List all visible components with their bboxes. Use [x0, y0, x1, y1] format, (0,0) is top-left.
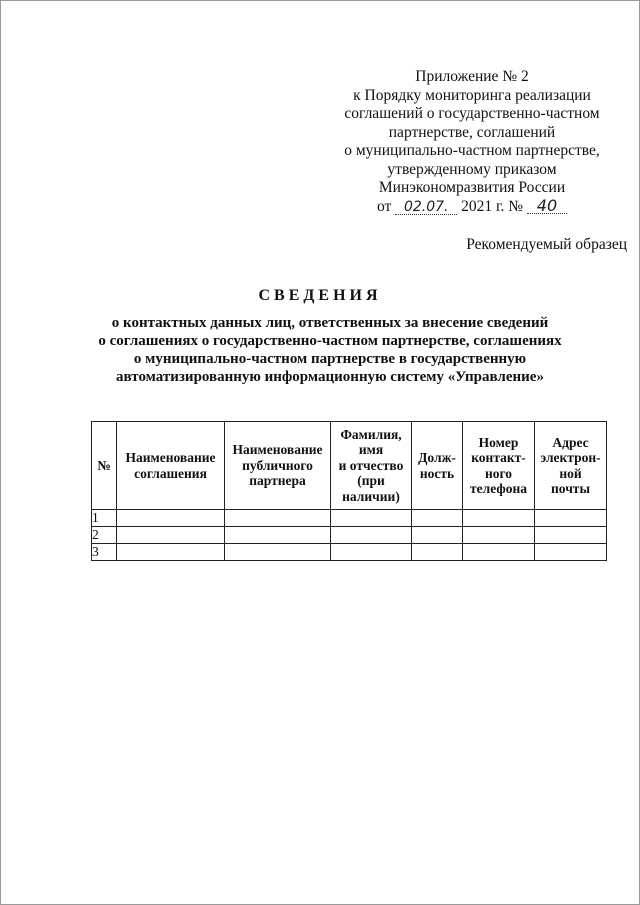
header-text: Наименование: [232, 442, 323, 458]
header-text: электрон-: [540, 450, 601, 465]
document-subtitle: [0, 314, 640, 386]
header-text: (при: [357, 473, 385, 489]
subtitle-line: о контактных данных лиц, ответственных за внесение сведений: [111, 315, 549, 331]
table-cell: [463, 510, 535, 527]
header-text: Долж-: [418, 450, 456, 465]
table-cell: [463, 544, 535, 561]
table-cell: [331, 510, 412, 527]
document-title: СВЕДЕНИЯ: [258, 287, 382, 304]
table-cell: [535, 544, 607, 561]
table-cell: [535, 510, 607, 527]
header-text: почты: [551, 481, 590, 496]
subtitle-line: автоматизированную информационную систему «Управление»: [116, 369, 544, 385]
recommended-sample-label: Рекомендуемый образец: [466, 236, 627, 253]
appendix-line: о муниципально-частном партнерстве,: [344, 142, 600, 159]
header-phone: [463, 422, 535, 510]
appendix-line: Минэкономразвития России: [378, 179, 566, 196]
table-cell: [412, 527, 463, 544]
table-cell: [225, 510, 331, 527]
header-text: Адрес: [552, 434, 589, 450]
contacts-table: [91, 421, 607, 561]
header-text: наличии): [342, 488, 400, 504]
header-text: ной: [559, 465, 582, 481]
order-date-line: [322, 195, 622, 217]
header-text: имя: [358, 442, 384, 458]
header-full-name: [331, 422, 412, 510]
table-cell: [331, 527, 412, 544]
appendix-block: [322, 68, 622, 216]
table-cell: [117, 544, 225, 561]
header-text: и отчество: [338, 457, 404, 473]
header-number: [92, 422, 117, 510]
subtitle-line: о соглашениях о государственно-частном партнерстве, соглашениях: [98, 333, 562, 349]
table-cell: [117, 527, 225, 544]
header-text: телефона: [470, 481, 527, 496]
header-agreement-name: [117, 422, 225, 510]
year-text: 2021 г. №: [461, 197, 524, 215]
table-row: [92, 544, 607, 561]
header-text: соглашения: [134, 465, 207, 481]
table-cell: [412, 510, 463, 527]
table-header-row: [92, 422, 607, 510]
header-text: Фамилия,: [340, 426, 402, 442]
row-number: 1: [92, 510, 117, 527]
table-row: [92, 527, 607, 544]
header-text: Номер: [478, 434, 519, 450]
row-number: 3: [92, 544, 117, 561]
header-text: партнера: [249, 473, 306, 489]
header-public-partner: [225, 422, 331, 510]
header-text: №: [97, 457, 111, 473]
table-cell: [225, 544, 331, 561]
handwritten-date: 02.07.: [395, 200, 457, 214]
appendix-line: соглашений о государственно-частном: [344, 105, 600, 122]
header-text: Наименование: [125, 450, 216, 465]
header-text: контакт-: [471, 450, 526, 465]
subtitle-line: о муниципально-частном партнерстве в государственную: [133, 351, 527, 367]
table-cell: [117, 510, 225, 527]
table-cell: [535, 527, 607, 544]
header-text: публичного: [242, 457, 313, 473]
table-cell: [412, 544, 463, 561]
header-email: [535, 422, 607, 510]
header-text: ного: [484, 465, 513, 481]
row-number: 2: [92, 527, 117, 544]
table-cell: [225, 527, 331, 544]
header-position: [412, 422, 463, 510]
appendix-line: Приложение № 2: [415, 68, 529, 85]
date-prefix: от: [377, 197, 392, 215]
table-cell: [463, 527, 535, 544]
table-row: [92, 510, 607, 527]
appendix-line: партнерстве, соглашений: [388, 123, 556, 141]
handwritten-number: 40: [527, 199, 567, 213]
appendix-line: утвержденному приказом: [387, 160, 557, 178]
appendix-line: к Порядку мониторинга реализации: [353, 86, 591, 104]
table-cell: [331, 544, 412, 561]
header-text: ность: [419, 465, 455, 481]
